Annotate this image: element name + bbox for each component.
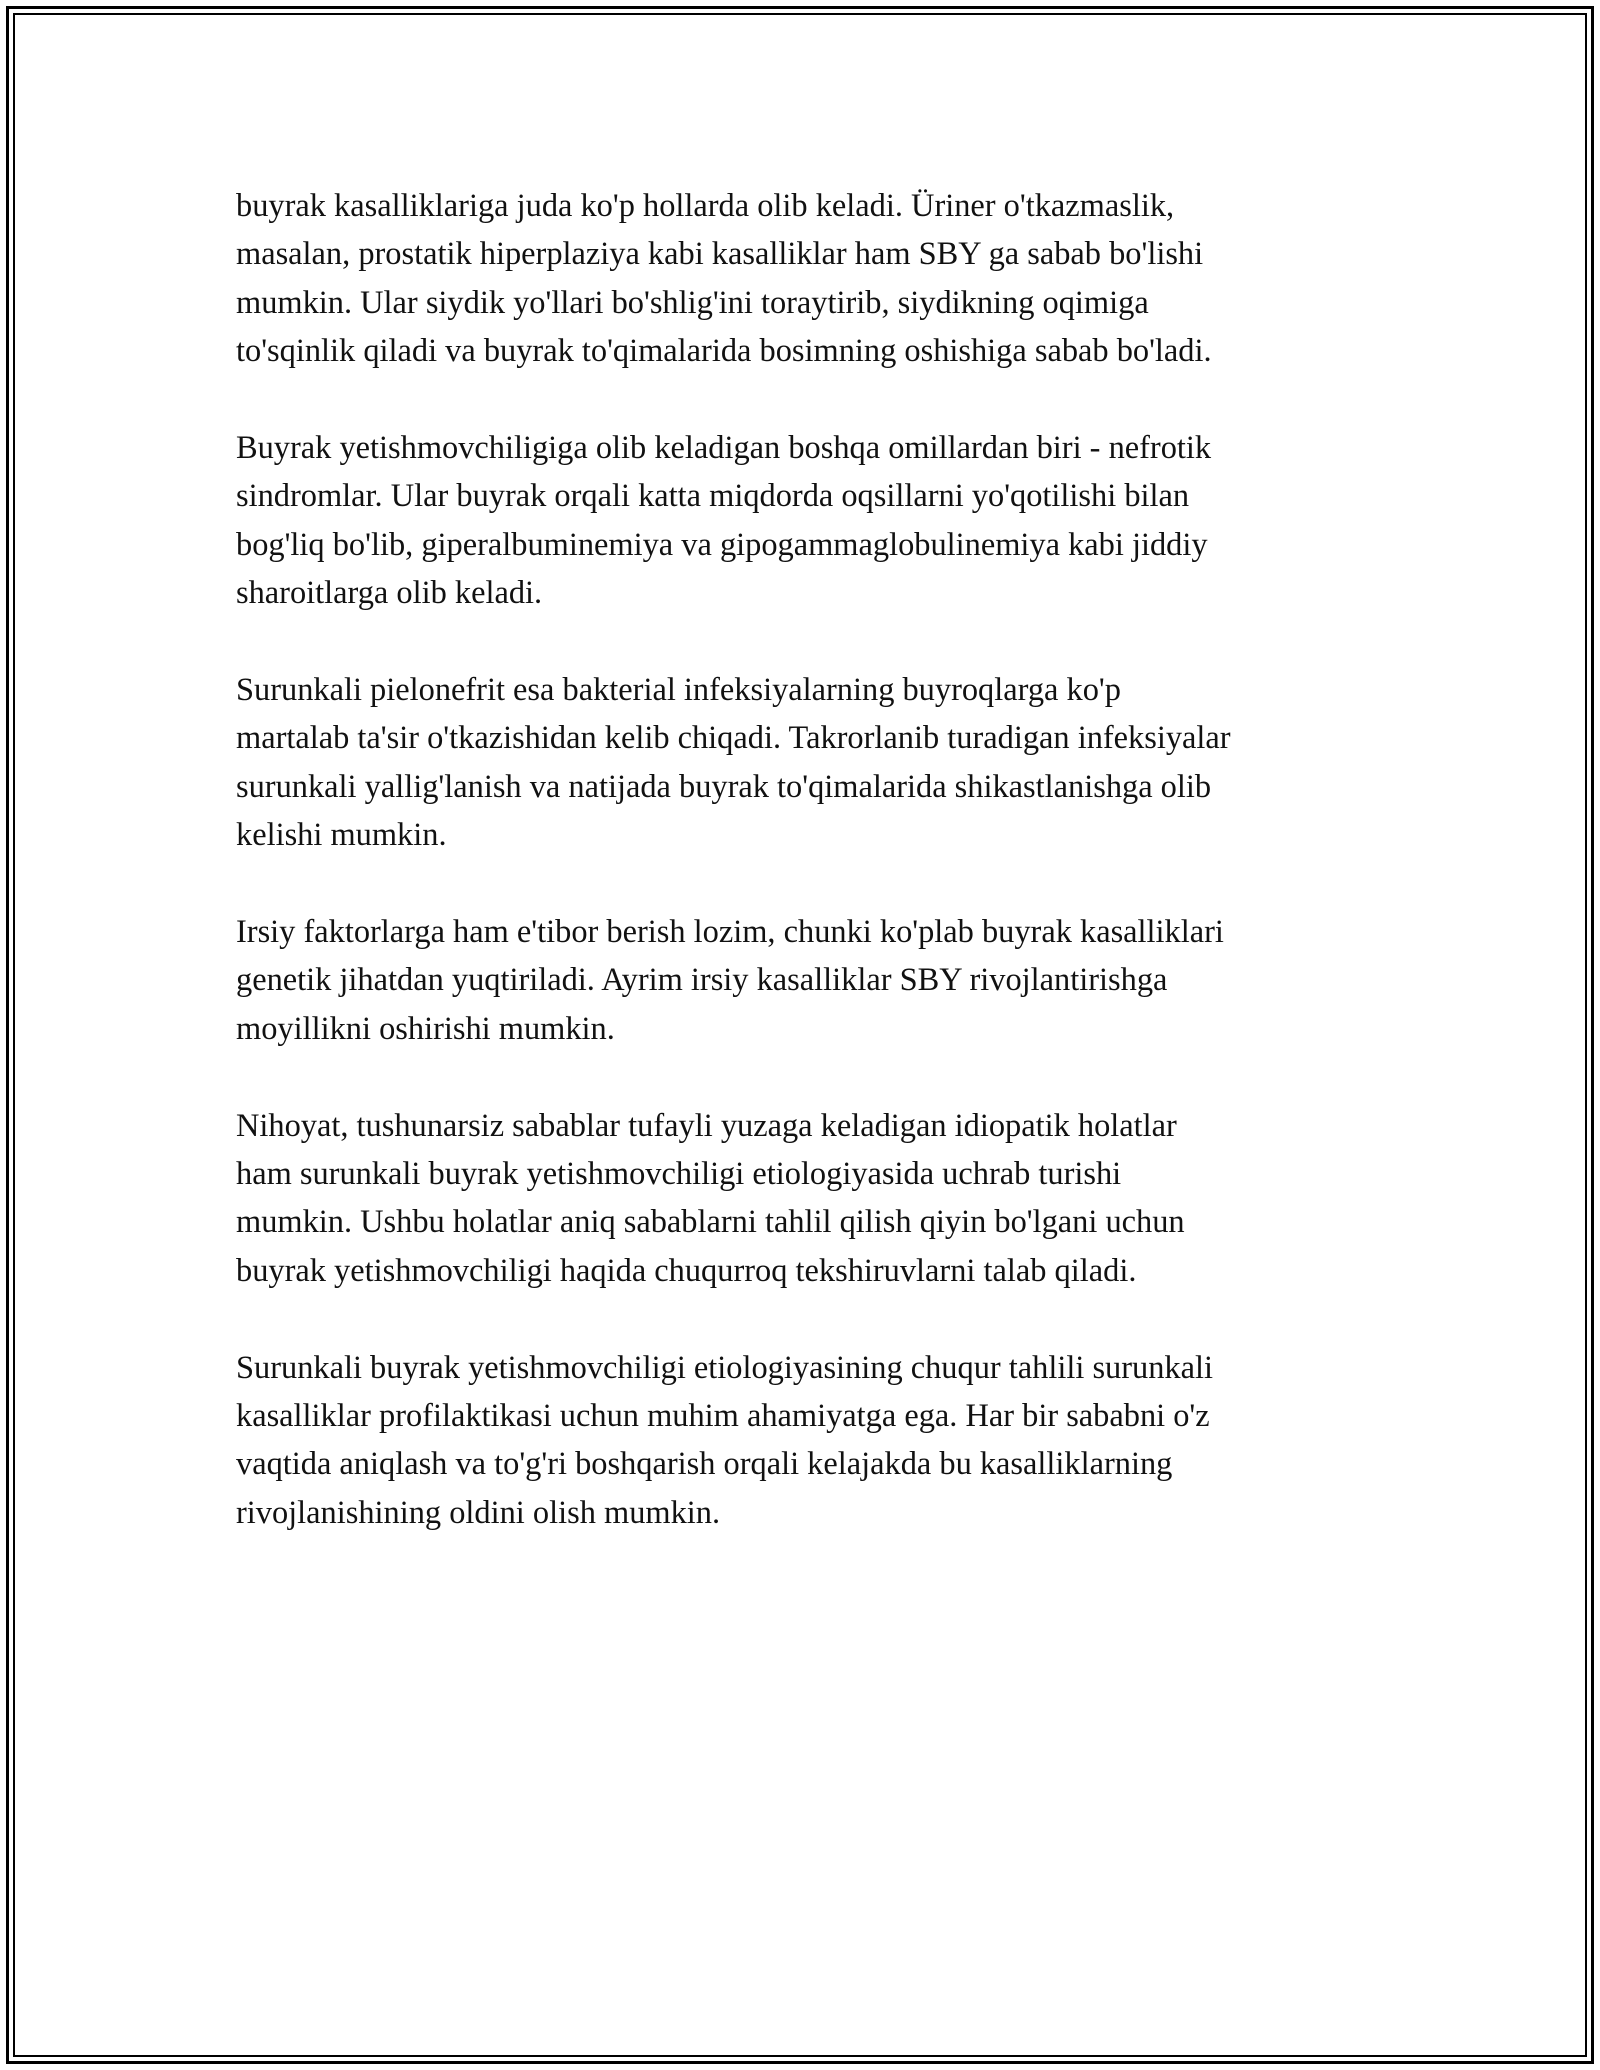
paragraph-1: buyrak kasalliklariga juda ko'p hollarda olib keladi. Üriner o'tkazmaslik, masalan, prostatik hiperplaziya kabi kasalliklar ham SBY ga sabab bo'lishi mumkin. Ular siydik yo'llari bo'shlig'ini toraytirib, siydikning oqimiga to'sqinlik qiladi va buyrak to'qimalarida bosimning oshishiga sabab bo'ladi. (236, 188, 1212, 370)
document-body (236, 182, 1386, 1586)
paragraph-5: Nihoyat, tushunarsiz sabablar tufayli yuzaga keladigan idiopatik holatlar ham surunkali buyrak yetishmovchiligi etiologiyasida uchrab turishi mumkin. Ushbu holatlar aniq sabablarni tahlil qilish qiyin bo'lgani uchun buyrak yetishmovchiligi haqida chuqurroq tekshiruvlarni talab qiladi. (236, 1107, 1185, 1289)
paragraph-4: Irsiy faktorlarga ham e'tibor berish lozim, chunki ko'plab buyrak kasalliklari genetik jihatdan yuqtiriladi. Ayrim irsiy kasalliklar SBY rivojlantirishga moyillikni oshirishi mumkin. (236, 914, 1224, 1047)
paragraph-2: Buyrak yetishmovchiligiga olib keladigan boshqa omillardan biri - nefrotik sindromlar. Ular buyrak orqali katta miqdorda oqsillarni yo'qotilishi bilan bog'liq bo'lib, giperalbuminemiya va gipogammaglobulinemiya kabi jiddiy sharoitlarga olib keladi. (236, 430, 1212, 612)
paragraph-6: Surunkali buyrak yetishmovchiligi etiologiyasining chuqur tahlili surunkali kasalliklar profilaktikasi uchun muhim ahamiyatga ega. Har bir sababni o'z vaqtida aniqlash va to'g'ri boshqarish orqali kelajakda bu kasalliklarning rivojlanishining oldini olish mumkin. (236, 1349, 1213, 1531)
paragraph-3: Surunkali pielonefrit esa bakterial infeksiyalarning buyroqlarga ko'p martalab ta'sir o'tkazishidan kelib chiqadi. Takrorlanib turadigan infeksiyalar surunkali yallig'lanish va natijada buyrak to'qimalarida shikastlanishga olib kelishi mumkin. (236, 672, 1231, 854)
